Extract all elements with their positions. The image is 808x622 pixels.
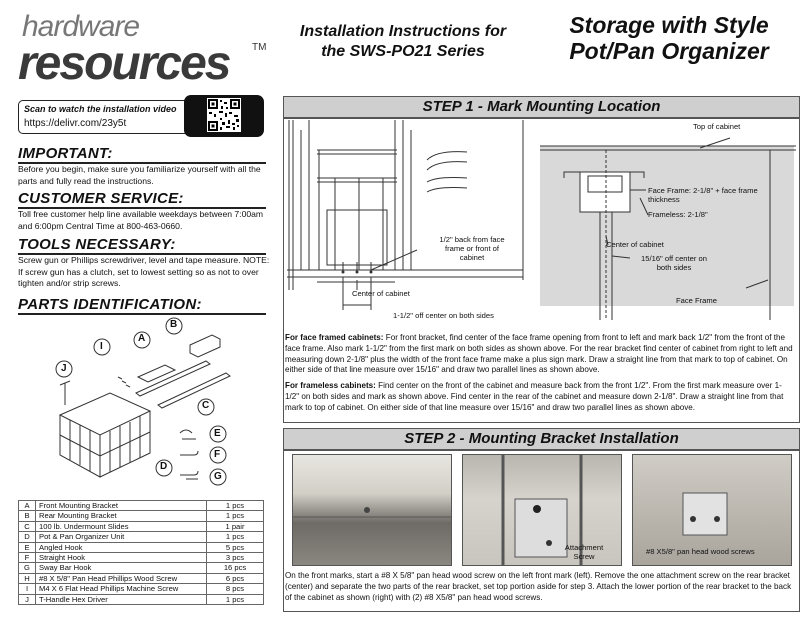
step1-title: STEP 1 - Mark Mounting Location: [283, 96, 800, 118]
table-row: A Front Mounting Bracket 1 pcs: [19, 501, 264, 511]
step2-instructions: On the front marks, start a #8 X 5/8" pan head wood screw on the left front mark (left). Remove the one attachment screw on the rear bracket (center) and separate the two parts of the rear bracket, set top portion aside for step 3. Attach the lower portion of the rear bracket to the back of the cabinet as shown (right) with (2) #8 X5/8" pan head wood screws.: [285, 571, 792, 602]
callout-b: B: [170, 319, 178, 330]
rear-diagram: [540, 120, 796, 320]
brand-logo-bottom: resources: [18, 37, 230, 90]
callout-e: E: [214, 428, 221, 439]
table-row: I M4 X 6 Flat Head Phillips Machine Screw 8 pcs: [19, 584, 264, 594]
front-diagram: [287, 120, 527, 330]
face-framed-heading: For face framed cabinets:: [285, 333, 384, 342]
label-face-frame: Face Frame: [676, 296, 717, 305]
face-framed-text: For front bracket, find center of the face frame opening from front to left and mark back 1/2" from the front of the face frame. Also mark 1-1/2" from the first mark on both sides as shown above. For the rear bracket find center of cabinet from right to left and measuring down 2-1/8" plus the width of the front face frame make a plus sign mark. Draw a straight line from that mark to top of cabinet. On either side of that line measure over 15/16" and draw two parallel lines as shown above.: [285, 333, 793, 375]
table-row: B Rear Mounting Bracket 1 pcs: [19, 511, 264, 521]
callout-a: A: [138, 333, 146, 344]
label-face-frame-measure: Face Frame: 2-1/8" + face frame thickness: [648, 186, 758, 204]
callout-letters: [40, 315, 262, 495]
frameless-heading: For frameless cabinets:: [285, 381, 376, 390]
label-center-of-cabinet: Center of cabinet: [352, 289, 410, 298]
callout-j: J: [61, 363, 67, 374]
callout-f: F: [214, 449, 221, 460]
document-title: [292, 22, 514, 62]
label-frameless-measure: Frameless: 2-1/8": [648, 210, 708, 219]
brand-logo-top: hardware: [22, 10, 140, 43]
tools-text: Screw gun or Phillips screwdriver, level and tape measure. NOTE: If screw gun has a clutch, set to lowest setting so as not to over tighten and/or strip screws.: [18, 255, 270, 289]
table-row: G Sway Bar Hook 16 pcs: [19, 563, 264, 573]
callout-g: G: [214, 471, 222, 482]
label-attachment-screw: Attachment Screw: [564, 543, 604, 561]
face-framed-instructions: [285, 333, 795, 376]
qr-code-icon[interactable]: [207, 98, 241, 132]
frameless-instructions: [285, 381, 795, 413]
callout-c: C: [202, 400, 210, 411]
trademark: TM: [252, 42, 267, 53]
label-pan-head-screws: #8 X5/8" pan head wood screws: [646, 547, 755, 556]
important-heading: IMPORTANT:: [18, 145, 113, 162]
label-off-center-15-16: 15/16" off center on both sides: [641, 254, 707, 272]
document-title-line1: Installation Instructions for: [299, 23, 507, 40]
frameless-text: Find center on the front of the cabinet and measure back from the front 1/2". From the first mark measure over 1-1/2" on both sides and mark as shown above. Find center in the rear of the cabinet and measure down 2-1/8". Draw a straight line from that mark to top of cabinet. On either side of that line measure over 15/16" and draw two parallel lines as shown above.: [285, 381, 784, 412]
tools-heading: TOOLS NECESSARY:: [18, 236, 176, 253]
table-row: J T-Handle Hex Driver 1 pcs: [19, 594, 264, 604]
customer-service-heading: CUSTOMER SERVICE:: [18, 190, 184, 207]
photo-front-screw: [292, 454, 452, 566]
table-row: E Angled Hook 5 pcs: [19, 542, 264, 552]
label-off-center-both: 1-1/2" off center on both sides: [393, 311, 494, 320]
table-row: F Straight Hook 3 pcs: [19, 552, 264, 562]
label-back-from-front: 1/2" back from face frame or front of cabinet: [439, 235, 505, 262]
important-text: Before you begin, make sure you familiarize yourself with all the parts and fully read the instructions.: [18, 164, 261, 186]
label-center-of-cabinet-right: Center of cabinet: [606, 240, 664, 249]
table-row: C 100 lb. Undermount Slides 1 pair: [19, 521, 264, 531]
label-top-of-cabinet: Top of cabinet: [693, 122, 741, 131]
product-title: [542, 12, 796, 64]
parts-heading: PARTS IDENTIFICATION:: [18, 296, 202, 313]
step2-title: STEP 2 - Mounting Bracket Installation: [283, 428, 800, 450]
table-row: D Pot & Pan Organizer Unit 1 pcs: [19, 532, 264, 542]
product-title-line1: Storage with Style: [569, 12, 769, 38]
table-row: H #8 X 5/8" Pan Head Phillips Wood Screw 6 pcs: [19, 573, 264, 583]
video-label: Scan to watch the installation video: [24, 104, 177, 114]
parts-table: [18, 500, 264, 605]
product-title-line2: Pot/Pan Organizer: [569, 38, 769, 64]
document-title-line2: the SWS-PO21 Series: [321, 43, 485, 60]
video-url-link[interactable]: https://delivr.com/23y5t: [24, 118, 127, 129]
callout-i: I: [100, 341, 103, 352]
customer-service-text: Toll free customer help line available weekdays between 7:00am and 6:00pm Central Time at 800-463-0660.: [18, 209, 264, 231]
callout-d: D: [160, 461, 168, 472]
